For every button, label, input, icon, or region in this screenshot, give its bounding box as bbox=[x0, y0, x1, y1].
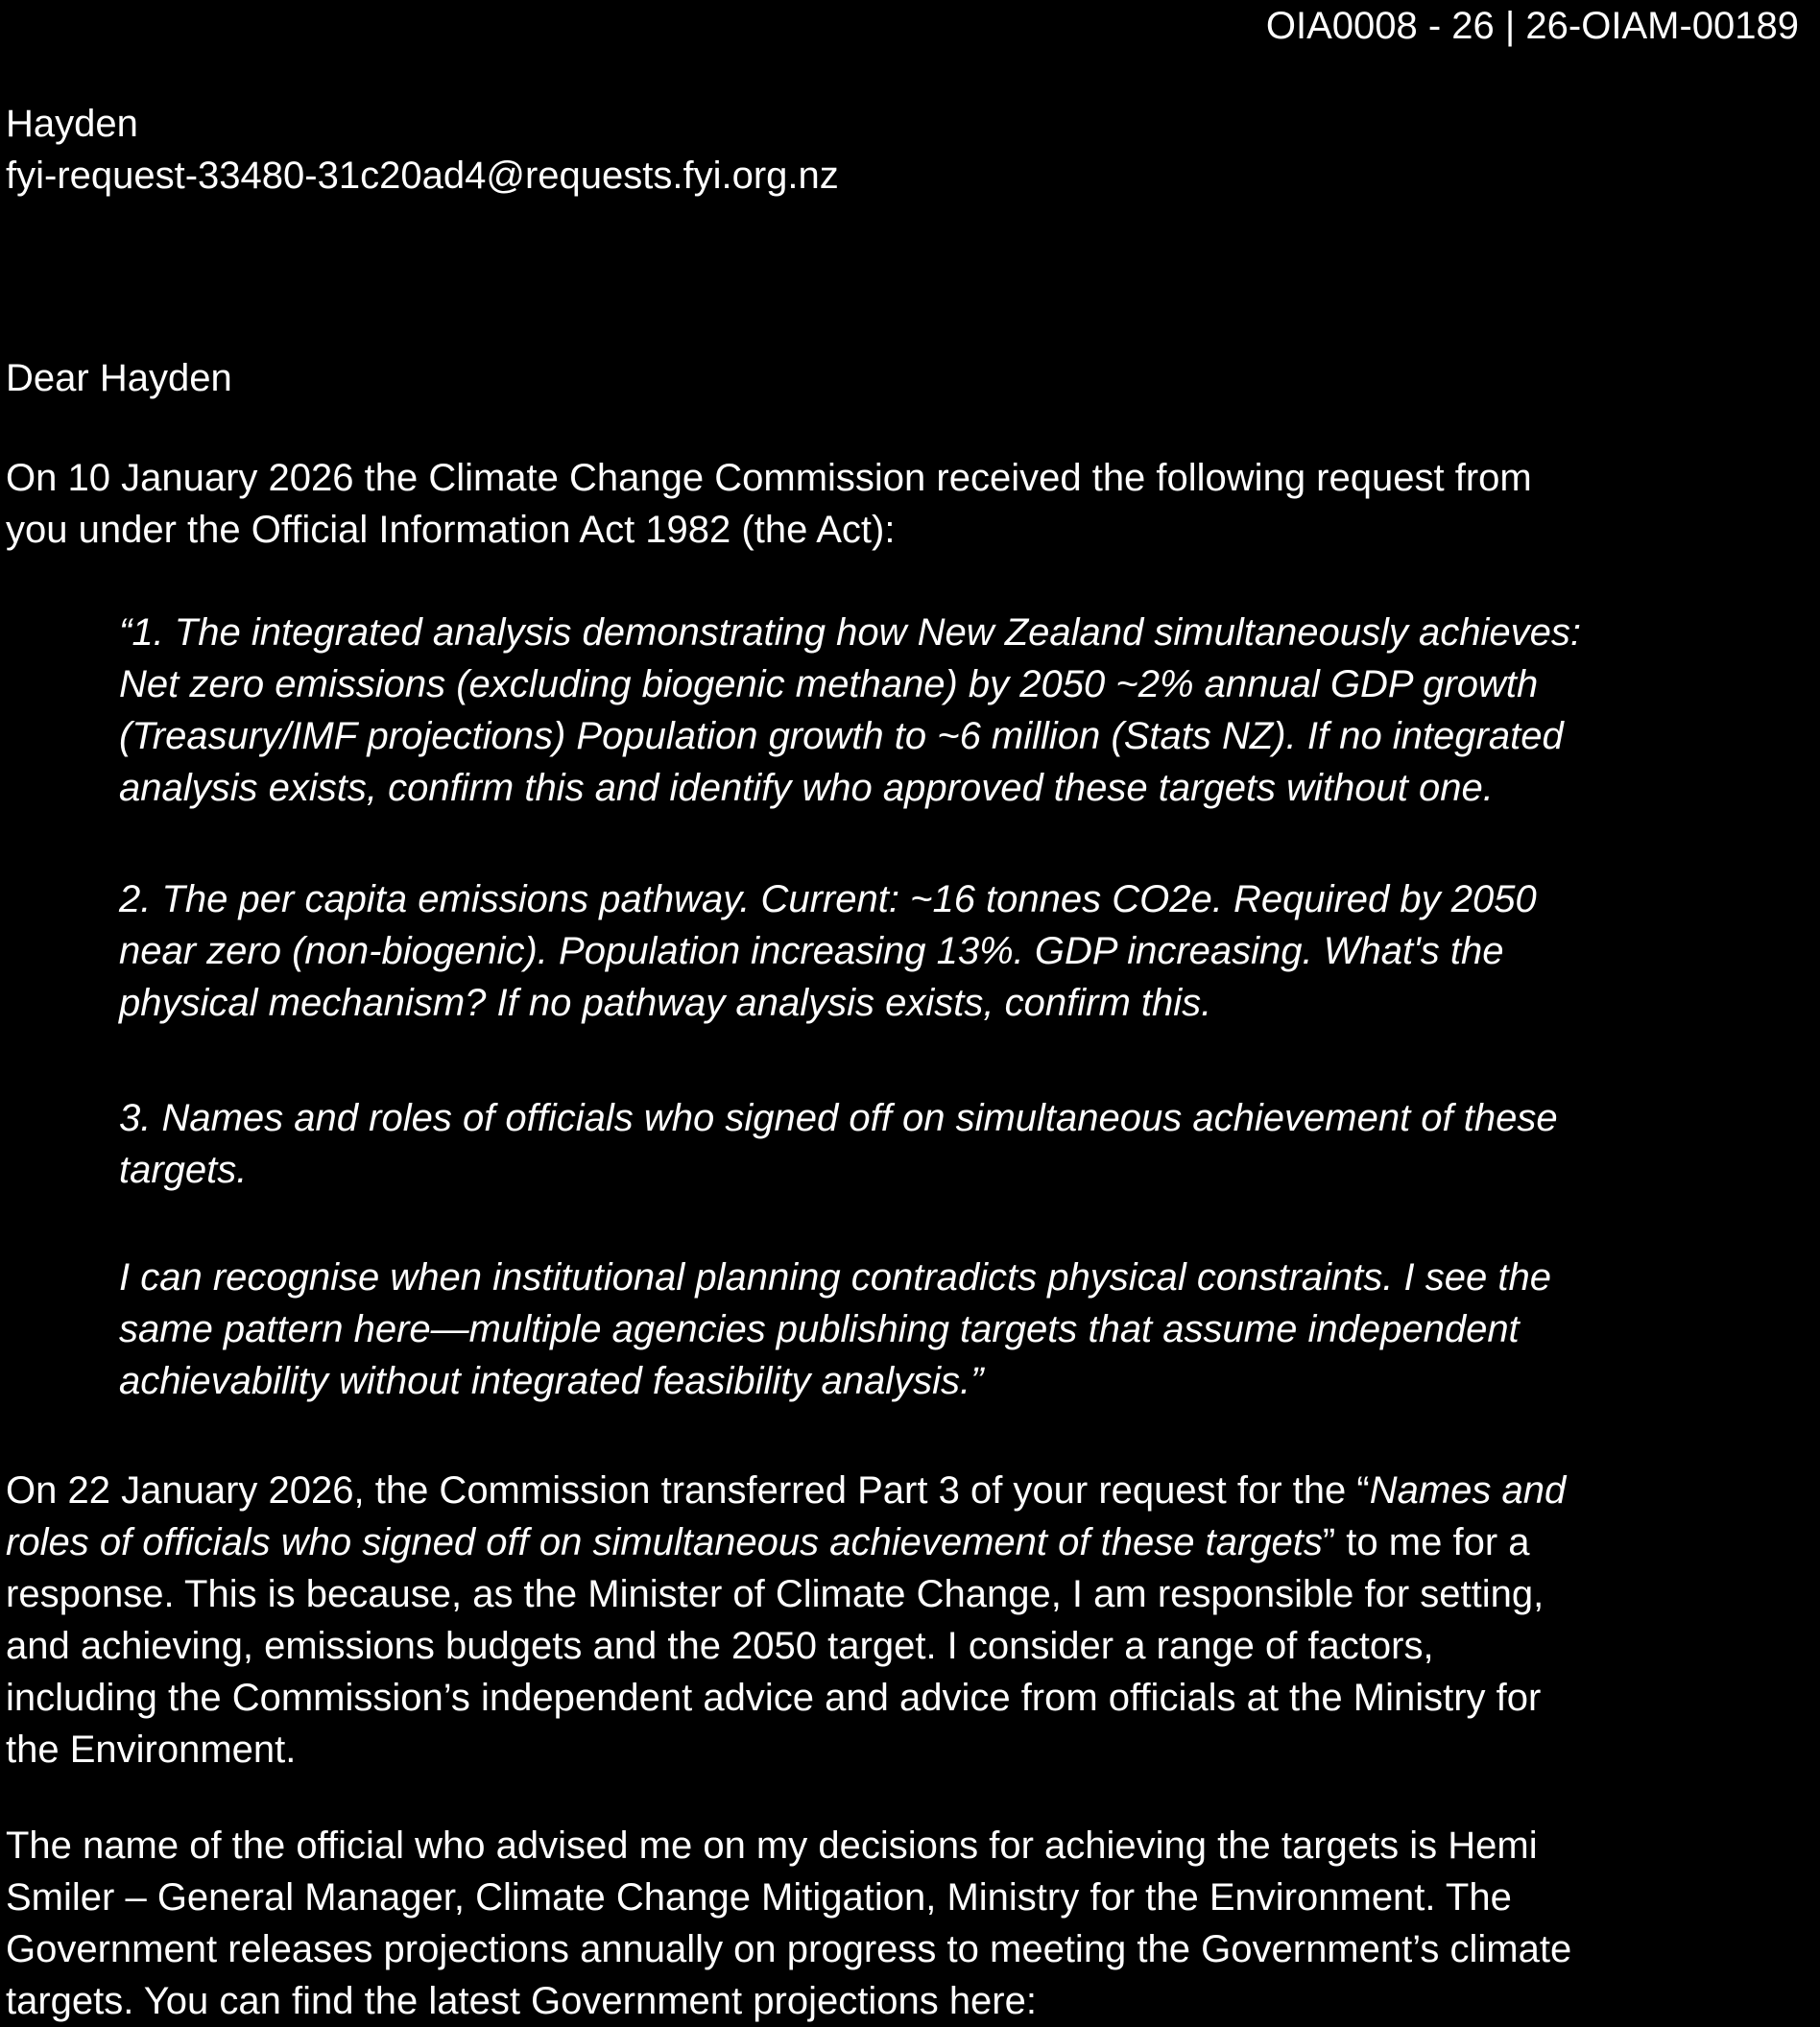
text-line bbox=[6, 1465, 1566, 1516]
text: The name of the official who advised me on my decisions for achieving the targets is Hemi bbox=[6, 1824, 1538, 1867]
text: response. This is because, as the Minister of Climate Change, I am responsible for setting, bbox=[6, 1573, 1545, 1615]
italic-text: “1. The integrated analysis demonstrating how New Zealand simultaneously achieves: bbox=[119, 611, 1582, 654]
italic-text: 3. Names and roles of officials who signed off on simultaneous achievement of these bbox=[119, 1097, 1558, 1139]
text-line bbox=[119, 1355, 1551, 1407]
text: On 22 January 2026, the Commission transferred Part 3 of your request for the “ bbox=[6, 1469, 1370, 1512]
text-line bbox=[6, 1620, 1566, 1672]
recipient-block bbox=[6, 98, 839, 202]
text-line bbox=[119, 607, 1581, 658]
text-line bbox=[119, 710, 1581, 762]
text-line bbox=[119, 1252, 1551, 1303]
text-line bbox=[6, 1568, 1566, 1620]
text-line bbox=[119, 873, 1537, 925]
text-line bbox=[6, 1872, 1571, 1923]
italic-text: 2. The per capita emissions pathway. Current: ~16 tonnes CO2e. Required by 2050 bbox=[119, 878, 1537, 920]
text-line bbox=[119, 1144, 1558, 1196]
recipient-name: Hayden bbox=[6, 103, 138, 145]
italic-text: (Treasury/IMF projections) Population growth to ~6 million (Stats NZ). If no integrated bbox=[119, 715, 1564, 757]
italic-text: achievability without integrated feasibility analysis.” bbox=[119, 1360, 984, 1402]
text-line bbox=[6, 1672, 1566, 1724]
quoted-request-part-2 bbox=[119, 873, 1537, 1029]
italic-text: Net zero emissions (excluding biogenic methane) by 2050 ~2% annual GDP growth bbox=[119, 663, 1539, 705]
text-line bbox=[6, 1516, 1566, 1568]
italic-text: Names and bbox=[1369, 1469, 1567, 1512]
reference-number: OIA0008 - 26 | 26-OIAM-00189 bbox=[1265, 5, 1799, 47]
text: Smiler – General Manager, Climate Change Mitigation, Ministry for the Environment. The bbox=[6, 1876, 1512, 1919]
text-line bbox=[6, 504, 1532, 556]
italic-text: I can recognise when institutional planning contradicts physical constraints. I see the bbox=[119, 1256, 1551, 1299]
text-line bbox=[6, 452, 1532, 504]
italic-text: near zero (non-biogenic). Population increasing 13%. GDP increasing. What's the bbox=[119, 930, 1504, 972]
text-line bbox=[119, 1303, 1551, 1355]
text: including the Commission’s independent advice and advice from officials at the Ministry for bbox=[6, 1677, 1542, 1719]
text: On 10 January 2026 the Climate Change Commission received the following request from bbox=[6, 457, 1532, 499]
italic-text: same pattern here—multiple agencies publishing targets that assume independent bbox=[119, 1308, 1520, 1350]
salutation: Dear Hayden bbox=[6, 357, 232, 399]
official-paragraph bbox=[6, 1820, 1571, 2027]
quoted-request-part-3 bbox=[119, 1092, 1558, 1196]
italic-text: targets. bbox=[119, 1149, 248, 1191]
text-line bbox=[6, 1923, 1571, 1975]
text-line bbox=[119, 977, 1537, 1029]
text: targets. You can find the latest Government projections here: bbox=[6, 1980, 1037, 2022]
text: ” to me for a bbox=[1322, 1521, 1530, 1563]
text-line bbox=[119, 658, 1581, 710]
italic-text: roles of officials who signed off on simultaneous achievement of these targets bbox=[6, 1521, 1323, 1563]
text-line bbox=[119, 925, 1537, 977]
text-line bbox=[119, 762, 1581, 814]
italic-text: analysis exists, confirm this and identify who approved these targets without one. bbox=[119, 767, 1494, 809]
text-line bbox=[6, 1975, 1571, 2027]
recipient-email: fyi-request-33480-31c20ad4@requests.fyi.org.nz bbox=[6, 155, 839, 197]
text-line bbox=[6, 1724, 1566, 1776]
text-line bbox=[119, 1092, 1558, 1144]
transfer-paragraph bbox=[6, 1465, 1566, 1776]
italic-text: physical mechanism? If no pathway analysis exists, confirm this. bbox=[119, 982, 1212, 1024]
intro-paragraph bbox=[6, 452, 1532, 556]
quoted-request-part-1 bbox=[119, 607, 1581, 814]
text-line bbox=[6, 1820, 1571, 1872]
text: and achieving, emissions budgets and the 2050 target. I consider a range of factors, bbox=[6, 1625, 1434, 1667]
text: the Environment. bbox=[6, 1729, 297, 1771]
quoted-request-comment bbox=[119, 1252, 1551, 1407]
text: you under the Official Information Act 1982 (the Act): bbox=[6, 509, 896, 551]
text: Government releases projections annually on progress to meeting the Government’s climate bbox=[6, 1928, 1572, 1970]
